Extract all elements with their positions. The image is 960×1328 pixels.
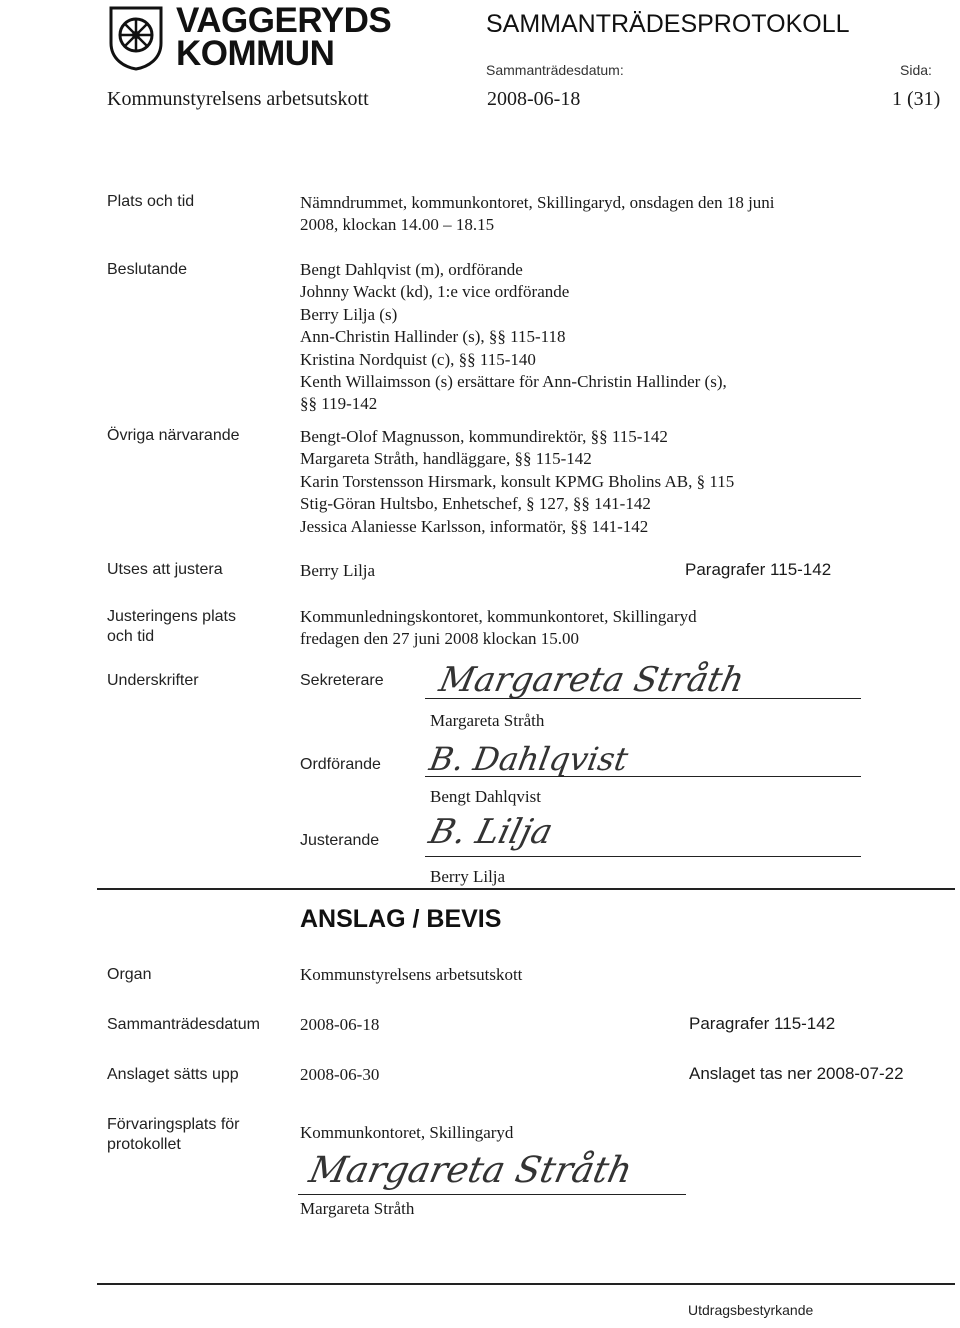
others-label: Övriga närvarande xyxy=(107,427,240,444)
organ-label: Organ xyxy=(107,966,152,983)
chair-signature: B. Dahlqvist xyxy=(426,740,631,778)
adjuster-signature: B. Lilja xyxy=(425,812,557,852)
logo-text-line2: KOMMUN xyxy=(176,34,335,73)
logo-text-line1: VAGGERYDS xyxy=(176,1,392,40)
notice-paragraphs: Paragrafer 115-142 xyxy=(689,1014,836,1033)
others-list xyxy=(300,426,734,538)
posted-label: Anslaget sätts upp xyxy=(107,1066,239,1083)
organ-value: Kommunstyrelsens arbetsutskott xyxy=(300,965,523,984)
decision-member: Kristina Nordquist (c), §§ 115-140 xyxy=(300,349,536,369)
chair-signature-line xyxy=(425,776,861,777)
notice-signature: Margareta Stråth xyxy=(305,1150,636,1191)
organ-heading: Kommunstyrelsens arbetsutskott xyxy=(107,88,369,110)
adjust-place-label xyxy=(107,607,236,647)
storage-label xyxy=(107,1115,240,1155)
attendee: Karin Torstensson Hirsmark, konsult KPMG Bholins AB, § 115 xyxy=(300,471,735,491)
notice-title: ANSLAG / BEVIS xyxy=(300,905,502,933)
signatures-label: Underskrifter xyxy=(107,672,199,689)
footer-divider xyxy=(97,1283,955,1285)
notice-signer-name: Margareta Stråth xyxy=(300,1199,415,1218)
page-label: Sida: xyxy=(900,62,932,78)
storage-label-line: protokollet xyxy=(107,1136,181,1153)
decision-member: §§ 119-142 xyxy=(300,394,378,414)
adjust-place-value xyxy=(300,606,697,651)
adjust-place-line: fredagen den 27 juni 2008 klockan 15.00 xyxy=(300,629,580,649)
decision-member: Ann-Christin Hallinder (s), §§ 115-118 xyxy=(300,327,566,347)
section-divider xyxy=(97,888,955,890)
page-number: 1 (31) xyxy=(892,88,941,110)
posted-value: 2008-06-30 xyxy=(300,1065,380,1084)
adjust-place-line: Kommunledningskontoret, kommunkontoret, Skillingaryd xyxy=(300,607,697,626)
attendee: Bengt-Olof Magnusson, kommundirektör, §§ 115-142 xyxy=(300,427,668,446)
attendee: Stig-Göran Hultsbo, Enhetschef, § 127, §§ 141-142 xyxy=(300,494,651,514)
place-line: Nämndrummet, kommunkontoret, Skillingaryd, onsdagen den 18 juni xyxy=(300,193,775,212)
decision-member: Berry Lilja (s) xyxy=(300,304,398,324)
municipality-logo xyxy=(108,5,164,71)
date-label: Sammanträdesdatum: xyxy=(486,62,624,78)
secretary-name: Margareta Stråth xyxy=(430,711,545,730)
chair-role: Ordförande xyxy=(300,756,381,773)
storage-value: Kommunkontoret, Skillingaryd xyxy=(300,1123,514,1142)
adjust-paragraphs: Paragrafer 115-142 xyxy=(685,560,832,579)
decision-list xyxy=(300,259,727,416)
place-value xyxy=(300,192,775,237)
notice-signature-line xyxy=(298,1194,686,1195)
removed-date: Anslaget tas ner 2008-07-22 xyxy=(689,1064,904,1083)
chair-name: Bengt Dahlqvist xyxy=(430,787,541,806)
place-label: Plats och tid xyxy=(107,193,195,210)
decision-member: Kenth Willaimsson (s) ersättare för Ann-Christin Hallinder (s), xyxy=(300,372,727,392)
decision-member: Johnny Wackt (kd), 1:e vice ordförande xyxy=(300,282,570,302)
place-line: 2008, klockan 14.00 – 18.15 xyxy=(300,215,495,235)
attendee: Jessica Alaniesse Karlsson, informatör, §§ 141-142 xyxy=(300,516,649,536)
secretary-signature: Margareta Stråth xyxy=(435,660,748,700)
secretary-signature-line xyxy=(425,698,861,699)
coat-of-arms-icon xyxy=(108,5,164,71)
adjuster-role: Justerande xyxy=(300,832,380,849)
adjuster-signature-line xyxy=(425,856,861,857)
adjust-place-label-line: Justeringens plats xyxy=(107,608,236,625)
adjust-name: Berry Lilja xyxy=(300,561,376,580)
document-title: SAMMANTRÄDESPROTOKOLL xyxy=(486,10,850,38)
meeting-date: 2008-06-18 xyxy=(487,88,581,110)
decision-member: Bengt Dahlqvist (m), ordförande xyxy=(300,260,523,279)
adjust-place-label-line: och tid xyxy=(107,628,155,645)
storage-label-line: Förvaringsplats för xyxy=(107,1116,240,1133)
adjuster-name: Berry Lilja xyxy=(430,867,506,886)
notice-date-label: Sammanträdesdatum xyxy=(107,1016,260,1033)
attendee: Margareta Stråth, handläggare, §§ 115-142 xyxy=(300,449,592,469)
adjust-label: Utses att justera xyxy=(107,561,223,578)
secretary-role: Sekreterare xyxy=(300,672,384,689)
footer-text: Utdragsbestyrkande xyxy=(688,1302,814,1318)
decision-label: Beslutande xyxy=(107,261,188,278)
notice-date-value: 2008-06-18 xyxy=(300,1015,380,1034)
